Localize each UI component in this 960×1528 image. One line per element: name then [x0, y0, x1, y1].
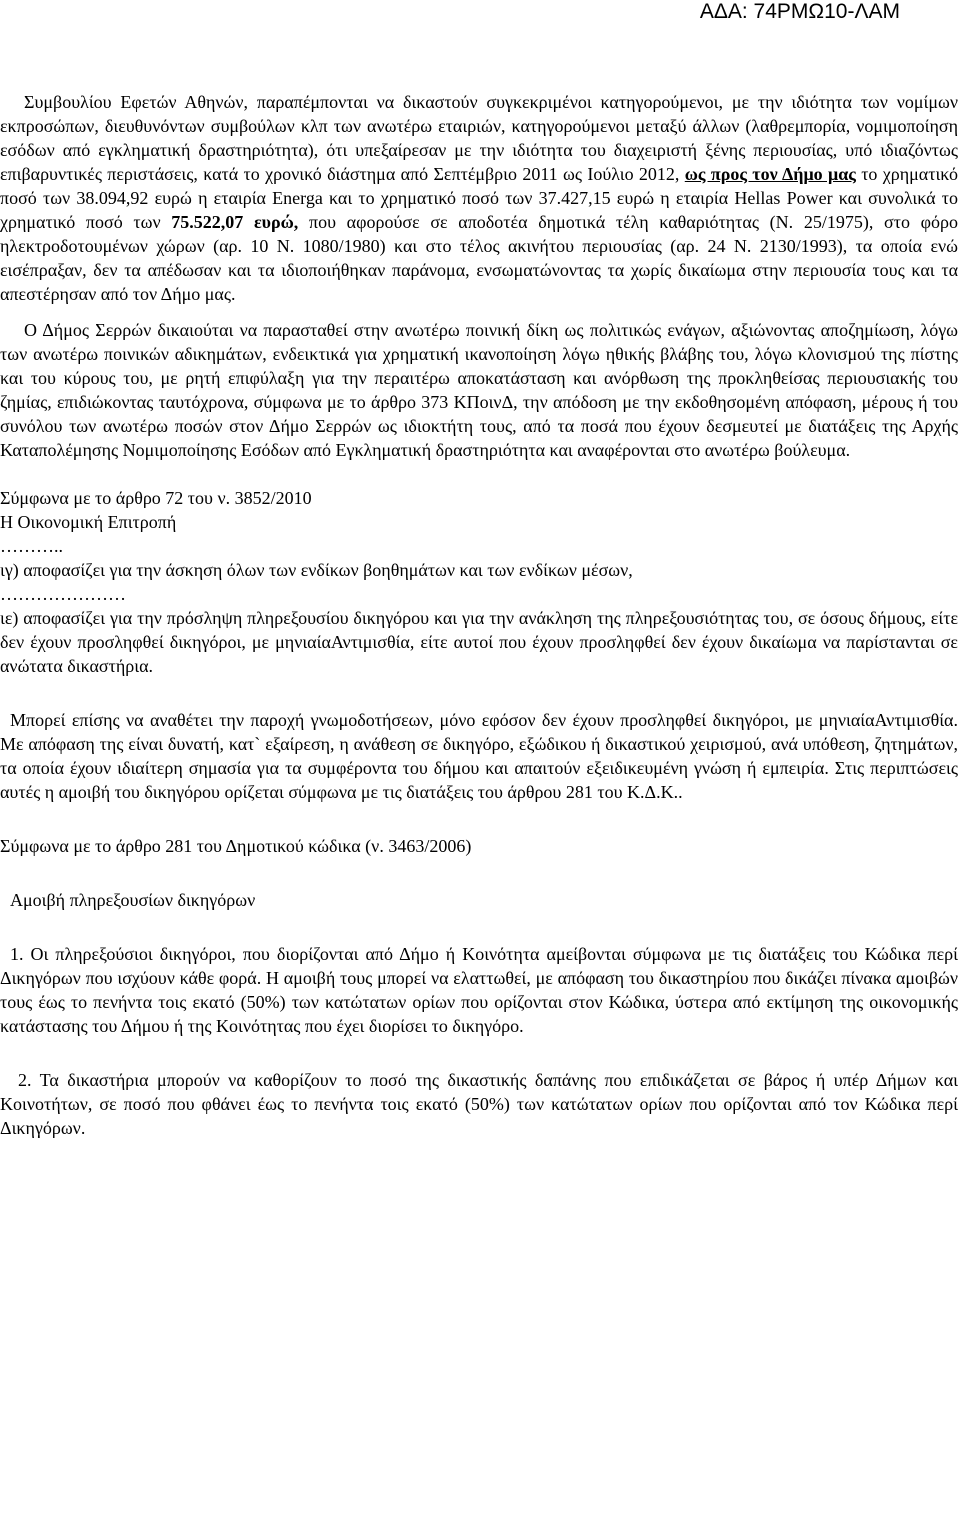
fees-item-2: 2. Τα δικαστήρια μπορούν να καθορίζουν το ποσό της δικαστικής δαπάνης που επιδικάζεται σε βάρος ή υπέρ Δήμων και Κοινοτήτων, σε ποσό που φθάνει έως το πενήντα τοις εκατό (50%) των κατώτατων ορίων που ορίζονται από τον Κώδικα περί Δικηγόρων.	[0, 1070, 958, 1138]
document-page	[0, 90, 958, 1140]
indictment-total-amount: 75.522,07 ευρώ,	[171, 212, 299, 232]
fees-item-1: 1. Οι πληρεξούσιοι δικηγόροι, που διορίζονται από Δήμο ή Κοινότητα αμείβονται σύμφωνα με τις διατάξεις του Κώδικα περί Δικηγόρων που ισχύουν κάθε φορά. Η αμοιβή τους μπορεί να ελαττωθεί, με απόφαση του δικαστηρίου που δικάζει πίνακα αμοιβών τους έως το πενήντα τοις εκατό (50%) των κατώτατων ορίων που ορίζονται στον Κώδικα, ύστερα από εκτίμηση της οικονομικής κατάστασης του Δήμου ή της Κοινότητας που έχει διορίσει το δικηγόρο.	[0, 944, 958, 1036]
ellipsis-1: ………..	[0, 536, 63, 556]
indictment-text-2: το χρηματικό ποσό των 38.094,92 ευρώ η εταιρία Energa και το χρηματικό ποσό των 37.427,15 ευρώ η εταιρία Hellas Power και συνολικά το χρηματικό ποσό των	[0, 164, 958, 232]
paragraph-civil-claim: Ο Δήμος Σερρών δικαιούται να παρασταθεί στην ανωτέρω ποινική δίκη ως πολιτικώς ενάγων, αξιώνοντας αποζημίωση, λόγω των ανωτέρω ποινικών αδικημάτων, ενδεικτικά για χρηματική ικανοποίηση λόγω ηθικής βλάβης του, λόγω κλονισμού της πίστης και του κύρους του, με ρητή επιφύλαξη για την περαιτέρω αποκατάσταση και ανόρθωση της προκληθείσας περιουσιακής του ζημίας, επιδιώκοντας ταυτόχρονα, σύμφωνα με το άρθρο 373 ΚΠοινΔ, την απόδοση με την εκδοθησομένη απόφαση, μέρους ή του συνόλου των ανωτέρω ποσών στον Δήμο Σερρών ως ιδιοκτήτη τους, από τα ποσά που έχουν δεσμευτεί με διατάξεις της Αρχής Καταπολέμησης Νομιμοποίησης Εσόδων από Εγκληματική δραστηριότητα και αναφέρονται στο ανωτέρω βούλευμα.	[0, 320, 958, 460]
article-281-reference: Σύμφωνα με το άρθρο 281 του Δημοτικού κώδικα (ν. 3463/2006)	[0, 836, 472, 856]
paragraph-indictment	[0, 90, 958, 306]
indictment-municipality-emphasis: ως προς τον Δήμο μας	[684, 164, 856, 184]
clause-ie: ιε) αποφασίζει για την πρόσληψη πληρεξουσίου δικηγόρου και για την ανάκληση της πληρεξουσιότητας του, σε όσους δήμους, είτε δεν έχουν προσληφθεί δικηγόροι, με μηνιαίαΑντιμισθία, είτε αυτοί που έχουν προσληφθεί δεν έχουν δικαίωμα να παρίστανται σε ανώτατα δικαστήρια.	[0, 608, 958, 676]
clause-ig: ιγ) αποφασίζει για την άσκηση όλων των ενδίκων βοηθημάτων και των ενδίκων μέσων,	[0, 560, 633, 580]
financial-committee-heading: Η Οικονομική Επιτροπή	[0, 512, 177, 532]
lawyer-fees-title: Αμοιβή πληρεξουσίων δικηγόρων	[10, 890, 256, 910]
ellipsis-2: …………………	[0, 584, 126, 604]
paragraph-opinions: Μπορεί επίσης να αναθέτει την παροχή γνωμοδοτήσεων, μόνο εφόσον δεν έχουν προσληφθεί δικηγόροι, με μηνιαίαΑντιμισθία. Με απόφαση της είναι δυνατή, κατ` εξαίρεση, η ανάθεση σε δικηγόρο, εξώδικου ή δικαστικού χειρισμού, ανά υπόθεση, ζητημάτων, τα οποία έχουν ιδιαίτερη σημασία για τα συμφέροντα του δήμου και απαιτούν εξειδικευμένη γνώση ή εμπειρία. Στις περιπτώσεις αυτές η αμοιβή του δικηγόρου ορίζεται σύμφωνα με τις διατάξεις του άρθρου 281 του Κ.Δ.Κ..	[0, 710, 958, 802]
indictment-text-3: που αφορούσε σε αποδοτέα δημοτικά τέλη καθαριότητας (Ν. 25/1975), στο φόρο ηλεκτροδοτουμένων χώρων (αρ. 10 Ν. 1080/1980) και στο τέλος ακινήτου περιουσίας (αρ. 24 Ν. 2130/1993), τα οποία ενώ εισέπραξαν, δεν τα απέδωσαν και τα ιδιοποιήθηκαν παράνομα, ενσωματώνοντας τα χωρίς δικαίωμα στην περιουσία τους και τα απεστέρησαν από τον Δήμο μας.	[0, 212, 959, 304]
article-72-reference: Σύμφωνα με το άρθρο 72 του ν. 3852/2010	[0, 488, 312, 508]
indictment-text-1: Συμβουλίου Εφετών Αθηνών, παραπέμπονται να δικαστούν συγκεκριμένοι κατηγορούμενοι, με την ιδιότητα των νομίμων εκπροσώπων, διευθυνόντων συμβούλων κλπ των ανωτέρω εταιριών, κατηγορούμενοι μεταξύ άλλων (λαθρεμπορία, νομιμοποίηση εσόδων από εγκληματική δραστηριότητα), ότι υπεξαίρεσαν με την ιδιότητα του διαχειριστή ξένης περιουσίας, υπό ιδιαζόντως επιβαρυντικές περιστάσεις, κατά το χρονικό διάστημα από Σεπτέμβριο 2011 ως Ιούλιο 2012,	[0, 92, 958, 184]
ada-header: ΑΔΑ: 74ΡΜΩ10-ΛΑΜ	[699, 0, 900, 23]
